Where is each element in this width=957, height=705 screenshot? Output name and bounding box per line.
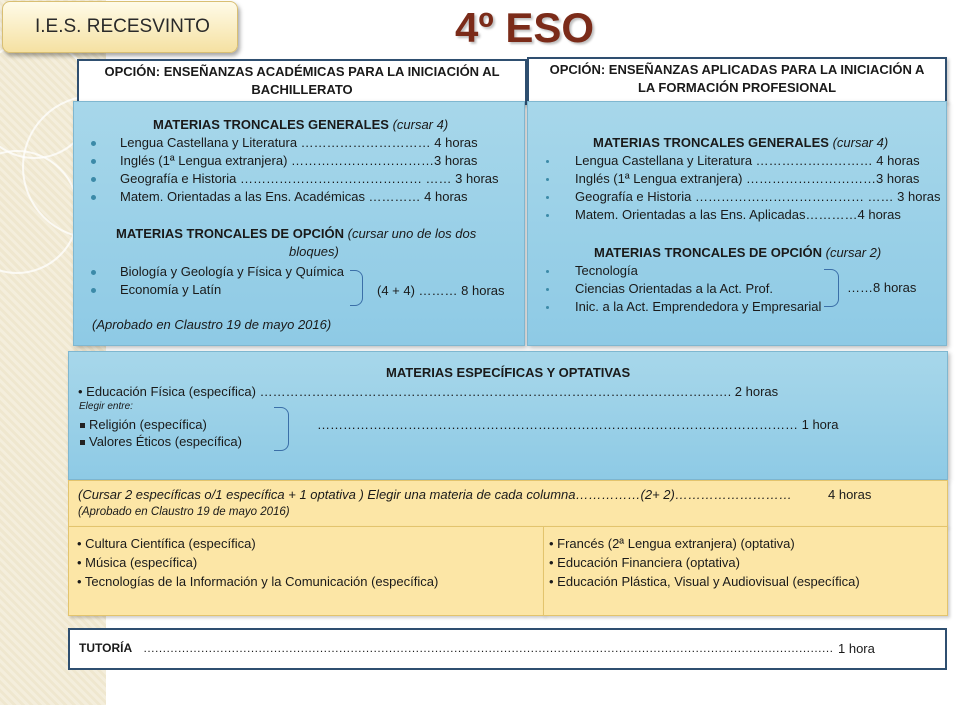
academic-option-header	[77, 59, 527, 105]
bullet-icon	[91, 288, 96, 293]
elective-column-right	[543, 526, 948, 616]
list-item: Geografía e Historia …………………………………… …… 3 horas	[120, 171, 499, 186]
list-item: • Educación Física (específica) ………………………………………………………………………………………………. 2 horas	[78, 384, 779, 399]
cursar-instructions	[68, 480, 948, 527]
opcion-heading: MATERIAS TRONCALES DE OPCIÓN (cursar 2)	[594, 245, 882, 260]
list-item: Geografía e Historia ………………………………… …… 3 horas	[575, 189, 941, 204]
list-item: Matem. Orientadas a las Ens. Académicas ………… 4 horas	[120, 189, 468, 204]
bullet-icon	[80, 440, 85, 445]
school-badge: I.E.S. RECESVINTO	[2, 1, 238, 53]
opcion-note: bloques)	[289, 244, 339, 259]
specific-subjects-panel	[68, 351, 948, 480]
bullet-icon	[91, 195, 96, 200]
brace-icon	[824, 269, 839, 307]
bullet-icon	[546, 178, 549, 181]
list-item: • Educación Financiera (optativa)	[549, 555, 740, 570]
list-item: • Cultura Científica (específica)	[77, 536, 256, 551]
bullet-icon	[91, 141, 96, 146]
bullet-icon	[546, 306, 549, 309]
list-item: Inic. a la Act. Emprendedora y Empresarial	[575, 299, 822, 314]
tutoria-label: TUTORÍA	[79, 641, 133, 655]
list-item: Biología y Geología y Física y Química	[120, 264, 344, 279]
generales-heading: MATERIAS TRONCALES GENERALES (cursar 4)	[593, 135, 889, 150]
brace-icon	[274, 407, 289, 451]
cursar-line: (Cursar 2 específicas o/1 específica + 1 optativa ) Elegir una materia de cada columna……………(2+ 2)………………………	[78, 487, 792, 502]
academic-subjects-panel	[73, 101, 525, 346]
elective-column-left	[68, 526, 544, 616]
list-item: Religión (específica)	[89, 417, 207, 432]
bullet-icon	[546, 160, 549, 163]
opcion-hours: ……8 horas	[847, 280, 917, 295]
list-item: Inglés (1ª Lengua extranjera) …………………………3 horas	[575, 171, 920, 186]
specific-heading: MATERIAS ESPECÍFICAS Y OPTATIVAS	[386, 365, 631, 380]
applied-option-header	[527, 57, 947, 103]
bullet-icon	[91, 270, 96, 275]
bullet-icon	[91, 177, 96, 182]
page-title: 4º ESO	[455, 4, 595, 51]
brace-icon	[350, 270, 363, 306]
academic-option-title-2: BACHILLERATO	[251, 82, 353, 97]
list-item: Lengua Castellana y Literatura ………………………… 4 horas	[120, 135, 478, 150]
generales-heading: MATERIAS TRONCALES GENERALES (cursar 4)	[153, 117, 449, 132]
bullet-icon	[546, 214, 549, 217]
applied-subjects-panel	[527, 101, 947, 346]
bullet-icon	[546, 270, 549, 273]
list-item: • Francés (2ª Lengua extranjera) (optativa)	[549, 536, 795, 551]
academic-option-title-1: OPCIÓN: ENSEÑANZAS ACADÉMICAS PARA LA INICIACIÓN AL	[104, 64, 500, 79]
list-item: Tecnología	[575, 263, 638, 278]
approval-note: (Aprobado en Claustro 19 de mayo 2016)	[78, 506, 290, 518]
opcion-heading: MATERIAS TRONCALES DE OPCIÓN (cursar uno de los dos	[116, 226, 477, 241]
opcion-hours: (4 + 4) ……… 8 horas	[377, 283, 505, 298]
list-item: Inglés (1ª Lengua extranjera) ……………………………3 horas	[120, 153, 478, 168]
list-item: Valores Éticos (específica)	[89, 434, 242, 449]
list-item: • Tecnologías de la Información y la Comunicación (específica)	[77, 574, 439, 589]
list-item: Matem. Orientadas a las Ens. Aplicadas…………4 horas	[575, 207, 901, 222]
tutoria-row	[68, 628, 947, 670]
religion-hours: ………………………………………………………………………………………………… 1 hora	[317, 417, 839, 432]
applied-option-title-1: OPCIÓN: ENSEÑANZAS APLICADAS PARA LA INICIACIÓN A	[549, 62, 925, 77]
bullet-icon	[80, 423, 85, 428]
tutoria-hours: 1 hora	[838, 641, 875, 656]
list-item: Ciencias Orientadas a la Act. Prof.	[575, 281, 773, 296]
list-item: • Música (específica)	[77, 555, 198, 570]
bullet-icon	[546, 196, 549, 199]
bullet-icon	[546, 288, 549, 291]
tutoria-dots: ………………………………………………………………………………………………………………………………………………………………	[143, 641, 833, 655]
list-item: Lengua Castellana y Literatura ……………………… 4 horas	[575, 153, 920, 168]
applied-option-title-2: LA FORMACIÓN PROFESIONAL	[637, 80, 837, 95]
choose-label: Elegir entre:	[79, 401, 133, 412]
cursar-hours: 4 horas	[828, 487, 872, 502]
list-item: • Educación Plástica, Visual y Audiovisual (específica)	[549, 574, 860, 589]
approval-note: (Aprobado en Claustro 19 de mayo 2016)	[92, 317, 332, 332]
list-item: Economía y Latín	[120, 282, 222, 297]
bullet-icon	[91, 159, 96, 164]
